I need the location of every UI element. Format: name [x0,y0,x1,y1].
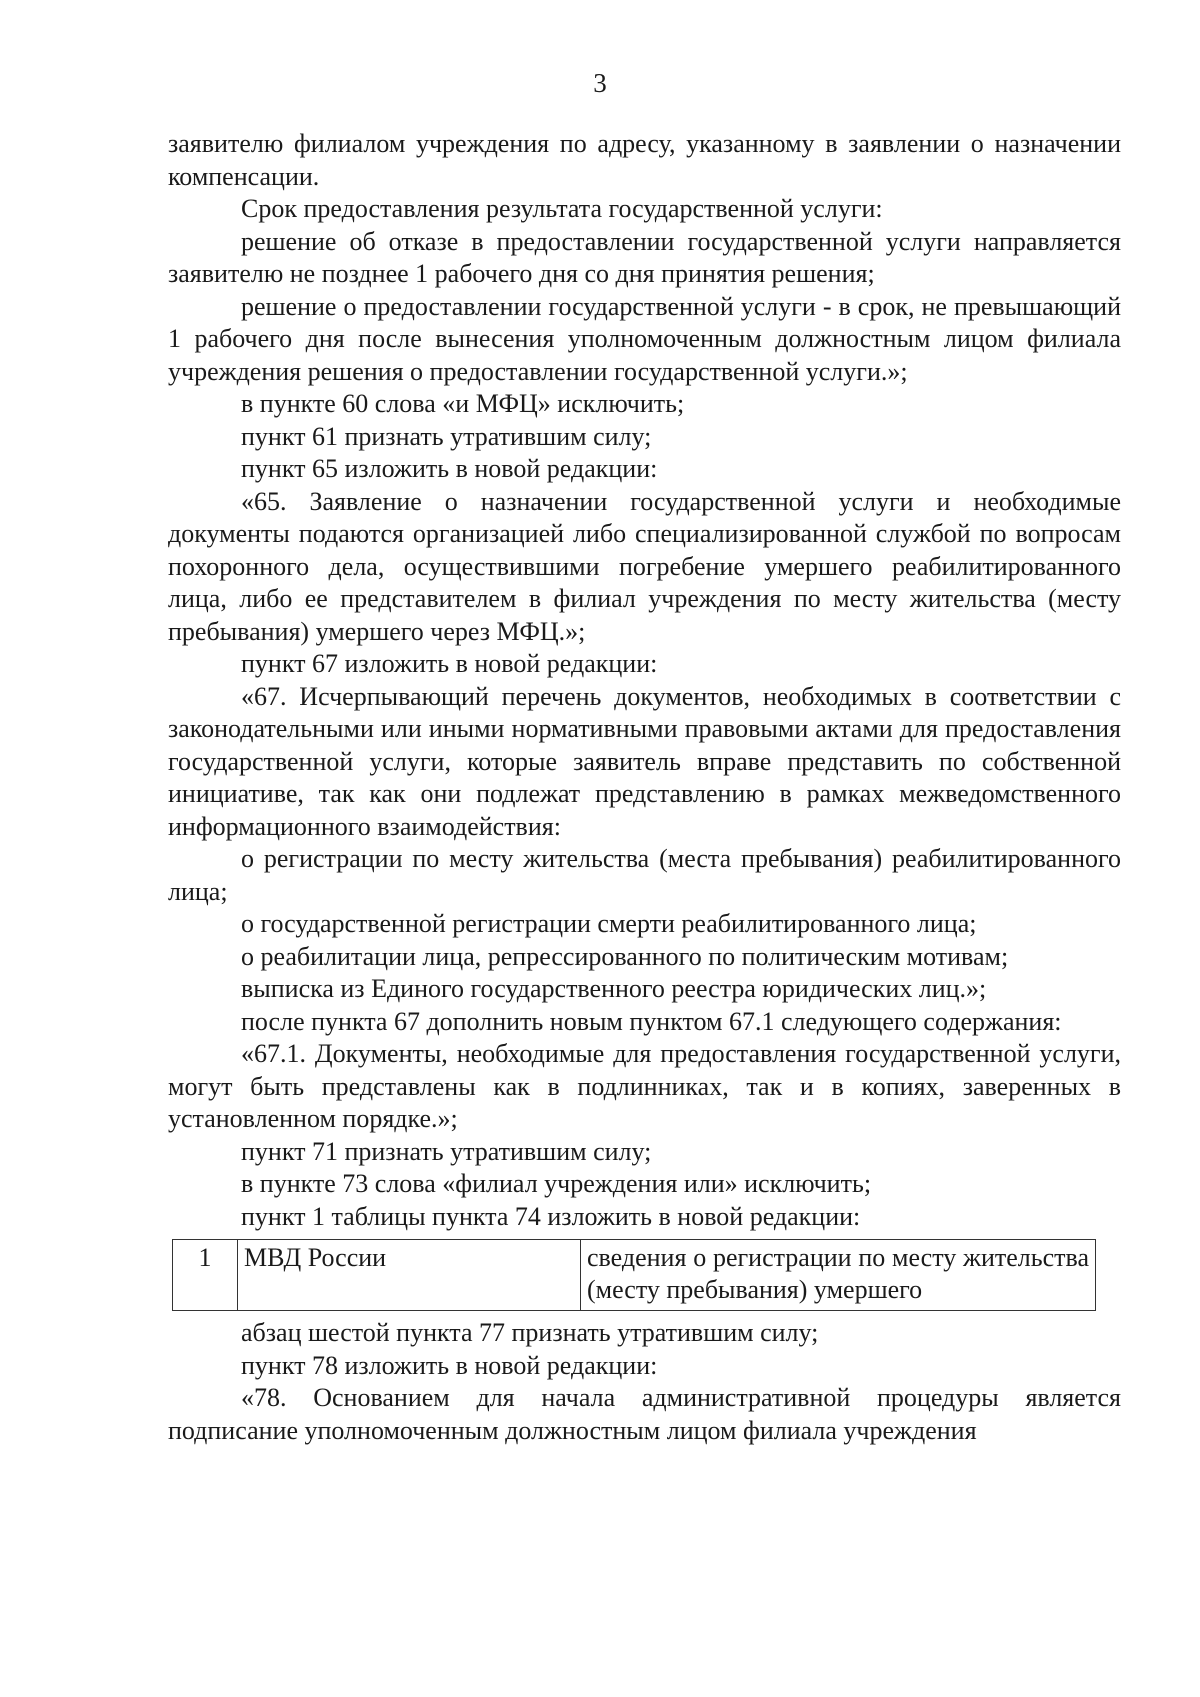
paragraph: «65. Заявление о назначении государственной услуги и необходимые документы подаются организацией либо специализированной службой по вопросам похоронного дела, осуществившими погребение умершего реабилитированного лица, либо ее представителем в филиал учреждения по месту жительства (месту пребывания) умершего через МФЦ.»; [168,486,1121,646]
document-body [168,128,1121,1447]
paragraph: решение об отказе в предоставлении государственной услуги направляется заявителю не позднее 1 рабочего дня со дня принятия решения; [168,226,1121,288]
paragraph: пункт 1 таблицы пункта 74 изложить в новой редакции: [241,1201,861,1231]
paragraph: абзац шестой пункта 77 признать утратившим силу; [241,1318,819,1347]
paragraph: пункт 67 изложить в новой редакции: [241,649,658,678]
row-number-cell: 1 [173,1240,238,1311]
paragraph: пункт 71 признать утратившим силу; [241,1136,652,1166]
paragraph: пункт 78 изложить в новой редакции: [241,1350,658,1380]
paragraph: о регистрации по месту жительства (места пребывания) реабилитированного лица; [168,844,1121,906]
text-block-after-table [168,1317,1121,1447]
paragraph: Срок предоставления результата государственной услуги: [241,194,883,223]
paragraph: в пункте 60 слова «и МФЦ» исключить; [241,389,685,418]
paragraph: после пункта 67 дополнить новым пунктом 67.1 следующего содержания: [241,1006,1062,1036]
paragraph: решение о предоставлении государственной услуги - в срок, не превышающий 1 рабочего дня после вынесения уполномоченным должностным лицом филиала учреждения решения о предоставлении государственной услуги.»; [168,291,1121,386]
paragraph: «78. Основанием для начала административной процедуры является подписание уполномоченным должностным лицом филиала учреждения [168,1383,1121,1445]
text-block-before-table [168,128,1121,1233]
info-cell: сведения о регистрации по месту жительства (месту пребывания) умершего [581,1240,1096,1311]
table-row [173,1240,1096,1311]
agency-cell: МВД России [238,1240,581,1311]
paragraph: заявителю филиалом учреждения по адресу, указанному в заявлении о назначении компенсации. [168,129,1121,191]
page-number: 3 [593,68,607,98]
paragraph: «67.1. Документы, необходимые для предоставления государственной услуги, могут быть представлены как в подлинниках, так и в копиях, заверенных в установленном порядке.»; [168,1039,1121,1133]
paragraph: в пункте 73 слова «филиал учреждения или» исключить; [241,1169,872,1198]
paragraph: «67. Исчерпывающий перечень документов, необходимых в соответствии с законодательными или иными нормативными правовыми актами для предоставления государственной услуги, которые заявитель вправе представить по собственной инициативе, так как они подлежат представлению в рамках межведомственного информационного взаимодействия: [168,681,1121,841]
paragraph: пункт 61 признать утратившим силу; [241,421,652,451]
paragraph: о реабилитации лица, репрессированного по политическим мотивам; [241,941,1009,971]
agency-table [172,1239,1096,1311]
paragraph: пункт 65 изложить в новой редакции: [241,454,658,483]
paragraph: выписка из Единого государственного реестра юридических лиц.»; [241,974,987,1003]
paragraph: о государственной регистрации смерти реабилитированного лица; [241,909,977,938]
